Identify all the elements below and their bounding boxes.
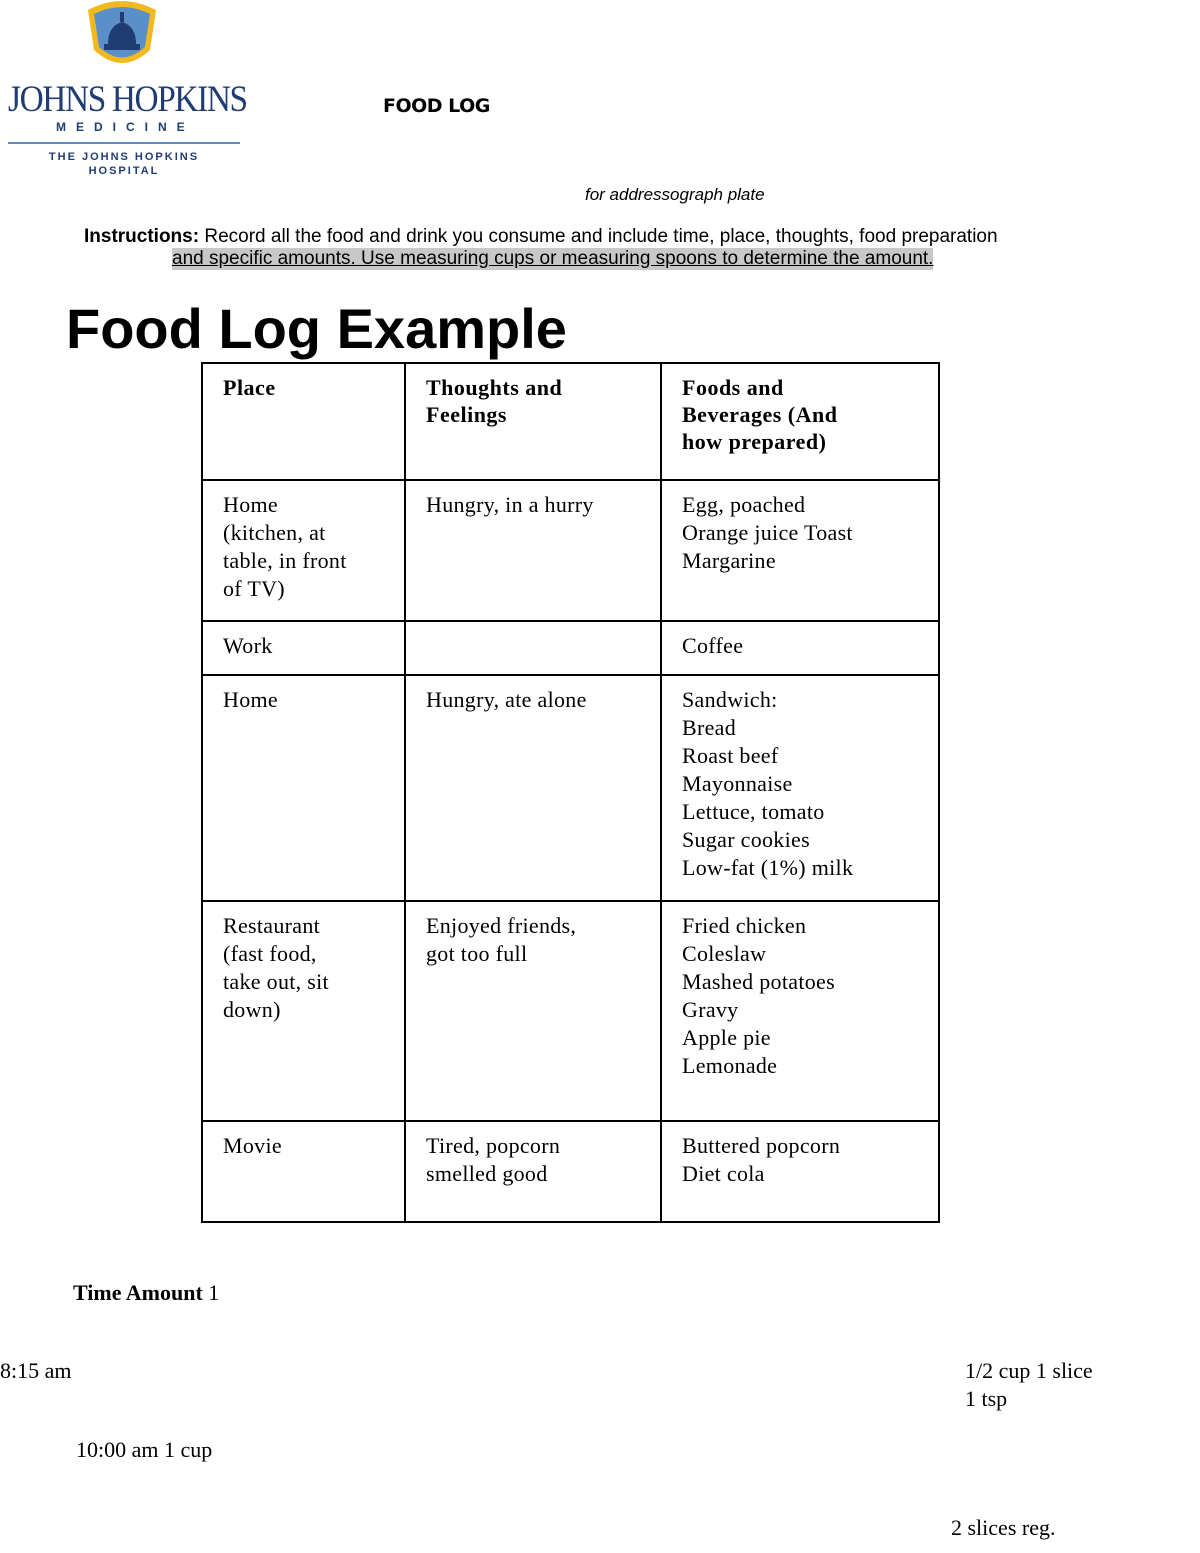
hospital-logo (4, 0, 247, 180)
cell-foods: Buttered popcorn Diet cola (661, 1121, 939, 1222)
cell-place: Movie (202, 1121, 405, 1222)
cell-foods: Coffee (661, 621, 939, 675)
cell-thoughts: Tired, popcorn smelled good (405, 1121, 661, 1222)
time-entry: 8:15 am (0, 1358, 72, 1383)
instructions-line-2: and specific amounts. Use measuring cups or measuring spoons to determine the amount. (172, 248, 934, 269)
logo-hospital: THE JOHNS HOPKINS HOSPITAL (48, 151, 200, 177)
time-entry: 10:00 am 1 cup (76, 1437, 213, 1462)
instructions-line-1: Instructions: Record all the food and drink you consume and include time, place, thoughts, food preparation (84, 226, 998, 247)
logo-subtitle: MEDICINE (56, 120, 195, 134)
cell-foods: Fried chicken Coleslaw Mashed potatoes Gravy Apple pie Lemonade (661, 901, 939, 1121)
dome-shield-icon (80, 0, 164, 72)
header-foods: Foods and Beverages (And how prepared) (661, 363, 939, 480)
amount-entry: 1/2 cup 1 slice 1 tsp (965, 1358, 1093, 1411)
table-row (202, 621, 939, 675)
instructions-label: Instructions: (84, 226, 200, 247)
cell-thoughts: Hungry, in a hurry (405, 480, 661, 621)
cell-place: Restaurant (fast food, take out, sit down) (202, 901, 405, 1121)
table-row (202, 480, 939, 621)
table-header-row (202, 363, 939, 480)
cell-thoughts (405, 621, 661, 675)
header-thoughts: Thoughts and Feelings (405, 363, 661, 480)
cell-thoughts: Enjoyed friends, got too full (405, 901, 661, 1121)
addressograph-note: for addressograph plate (585, 185, 765, 204)
cell-thoughts: Hungry, ate alone (405, 675, 661, 901)
time-amount-heading: Time Amount 1 (73, 1280, 220, 1305)
cell-place: Home (202, 675, 405, 901)
cell-foods: Egg, poached Orange juice Toast Margarine (661, 480, 939, 621)
table-row (202, 901, 939, 1121)
logo-divider (8, 142, 240, 144)
table-row (202, 1121, 939, 1222)
header-place: Place (202, 363, 405, 480)
cell-place: Work (202, 621, 405, 675)
table-row (202, 675, 939, 901)
cell-foods: Sandwich: Bread Roast beef Mayonnaise Lettuce, tomato Sugar cookies Low-fat (1%) milk (661, 675, 939, 901)
cell-place: Home (kitchen, at table, in front of TV) (202, 480, 405, 621)
example-title: Food Log Example (66, 297, 567, 360)
logo-name: JOHNS HOPKINS (8, 79, 247, 120)
amount-entry: 2 slices reg. (951, 1515, 1056, 1540)
food-log-table (201, 362, 940, 1223)
document-title: FOOD LOG (383, 95, 490, 117)
